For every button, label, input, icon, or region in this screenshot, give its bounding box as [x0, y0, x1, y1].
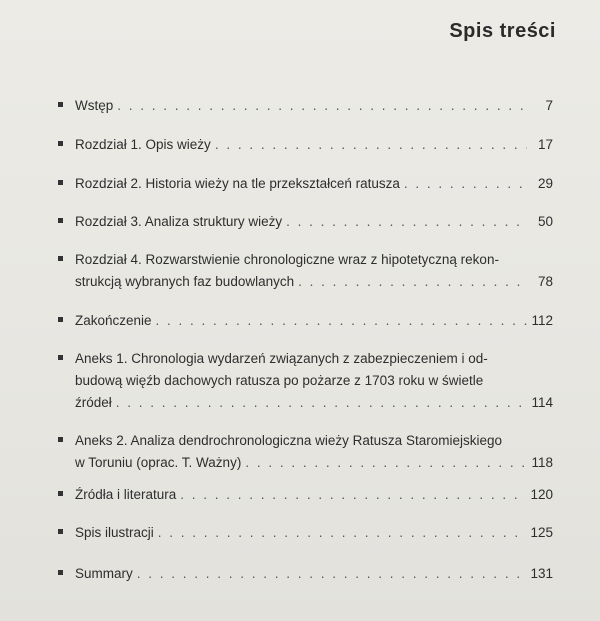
leader-dots — [158, 522, 527, 544]
toc-page-number: 112 — [531, 313, 553, 328]
bullet-square-icon — [58, 141, 63, 146]
toc-page-number: 50 — [537, 214, 553, 229]
bullet-square-icon — [58, 491, 63, 496]
page-title: Spis treści — [449, 20, 556, 42]
leader-dots — [245, 452, 527, 474]
leader-dots — [117, 95, 527, 117]
toc-page-number: 17 — [537, 137, 553, 152]
toc-entry-label: źródeł — [75, 395, 112, 410]
leader-dots — [404, 173, 527, 195]
toc-entry-label: Summary — [75, 566, 133, 581]
bullet-square-icon — [58, 529, 63, 534]
toc-entry-line: Rozdział 4. Rozwarstwienie chronologiczne wraz z hipotetyczną rekon- — [75, 252, 499, 267]
toc-entry-label: strukcją wybranych faz budowlanych — [75, 274, 295, 289]
toc-entry-label: w Toruniu (oprac. T. Ważny) — [75, 455, 242, 470]
bullet-square-icon — [58, 570, 63, 575]
toc-page-number: 7 — [545, 98, 553, 113]
leader-dots — [215, 134, 527, 156]
toc-entry-label: Rozdział 2. Historia wieży na tle przekształceń ratusza — [75, 176, 400, 191]
toc-entry-line: Aneks 2. Analiza dendrochronologiczna wieży Ratusza Staromiejskiego — [75, 433, 502, 448]
toc-entry-label: Rozdział 1. Opis wieży — [75, 137, 211, 152]
leader-dots — [298, 271, 527, 293]
bullet-square-icon — [58, 218, 63, 223]
toc-page-number: 29 — [537, 176, 553, 191]
toc-entry-label: Rozdział 3. Analiza struktury wieży — [75, 214, 283, 229]
leader-dots — [137, 563, 527, 585]
toc-entry-label: Spis ilustracji — [75, 525, 154, 540]
leader-dots — [116, 392, 527, 414]
toc-page-number: 125 — [530, 525, 553, 540]
toc-entry-label: Źródła i literatura — [75, 487, 177, 502]
toc-page-number: 114 — [531, 395, 553, 410]
toc-entry-line: budową więźb dachowych ratusza po pożarze z 1703 roku w świetle — [75, 373, 484, 388]
bullet-square-icon — [58, 256, 63, 261]
leader-dots — [180, 484, 526, 506]
leader-dots — [156, 310, 527, 332]
leader-dots — [286, 211, 527, 233]
toc-entry-label: Zakończenie — [75, 313, 152, 328]
toc-entry-line: Aneks 1. Chronologia wydarzeń związanych z zabezpieczeniem i od- — [75, 351, 488, 366]
toc-page-number: 131 — [530, 566, 553, 581]
toc-page-number: 120 — [530, 487, 553, 502]
bullet-square-icon — [58, 102, 63, 107]
bullet-square-icon — [58, 317, 63, 322]
bullet-square-icon — [58, 355, 63, 360]
bullet-square-icon — [58, 437, 63, 442]
toc-entry-label: Wstęp — [75, 98, 114, 113]
toc-page-number: 78 — [537, 274, 553, 289]
bullet-square-icon — [58, 180, 63, 185]
toc-page-number: 118 — [531, 455, 553, 470]
